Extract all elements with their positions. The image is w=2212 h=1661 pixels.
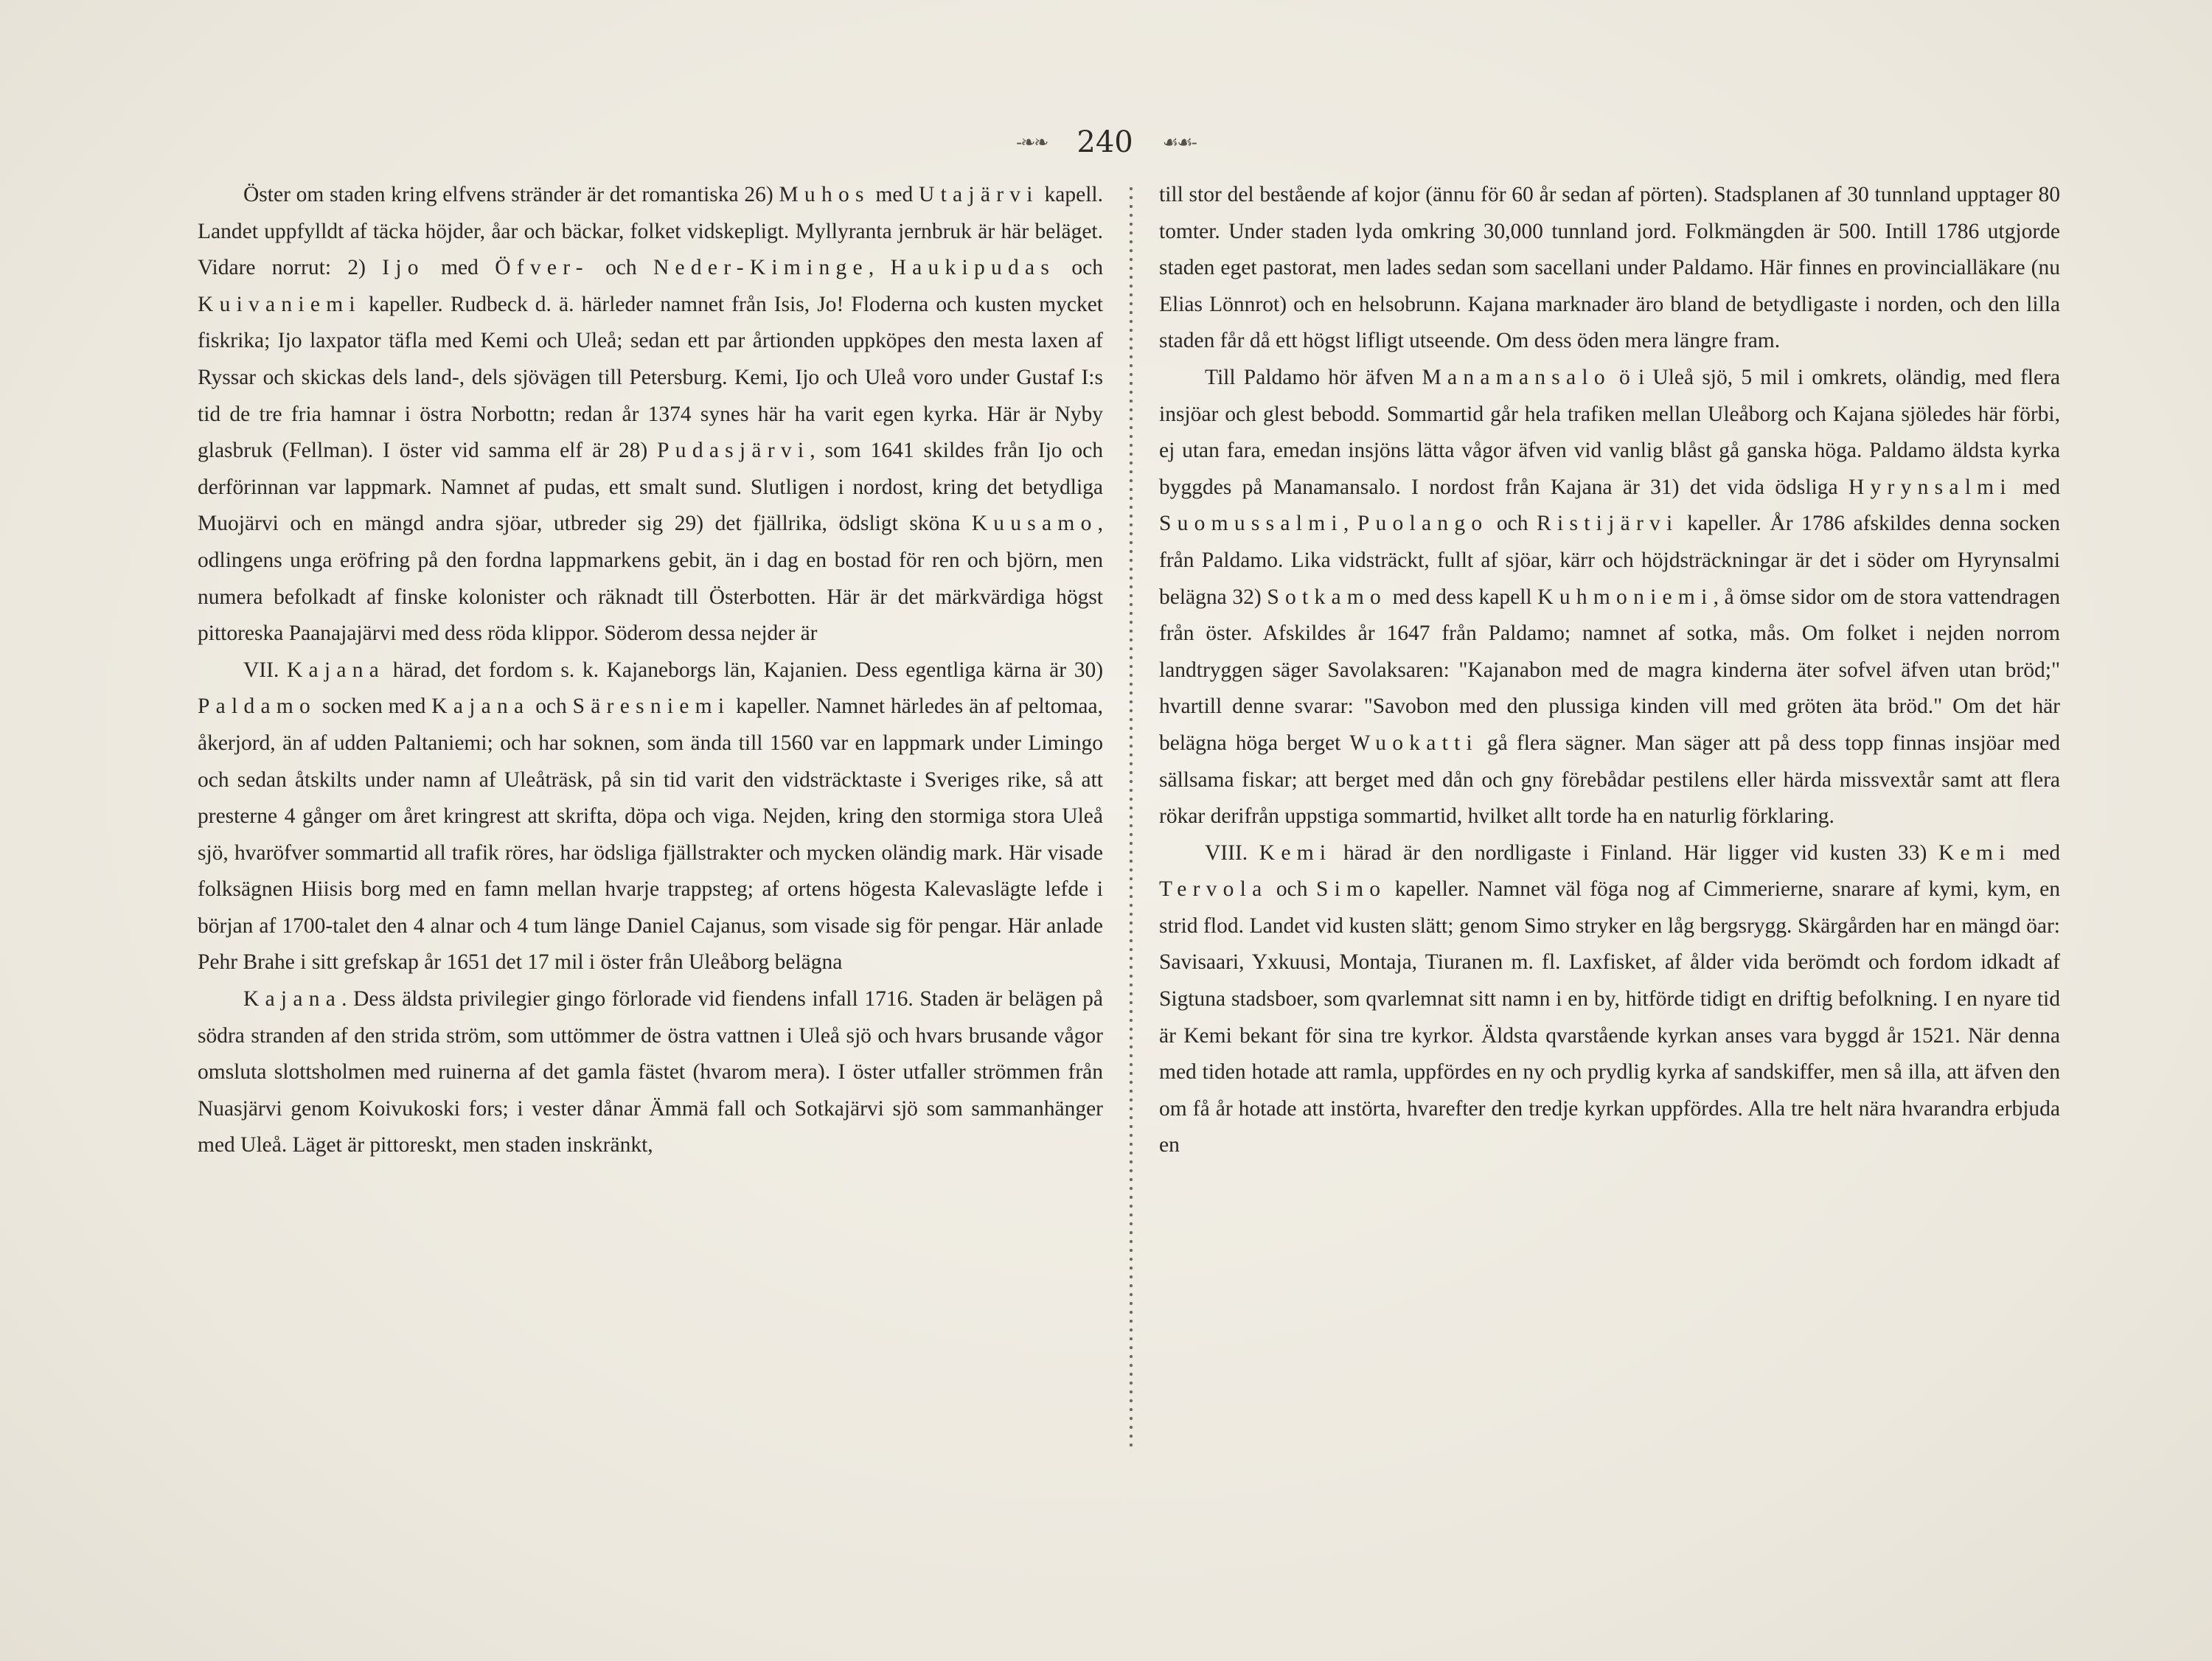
text-run: Till Paldamo hör äfven [1205,365,1422,389]
text-run: härad, det fordom s. k. Kajaneborgs län, Kajanien. Dess egentliga kärna är 30) [385,658,1104,682]
spaced-place-name: Sotkamo [1267,585,1388,609]
spaced-place-name: Öfver- [495,256,589,280]
text-run: VII. [243,658,287,682]
text-run: till stor del bestående af kojor (ännu för 60 år sedan af pörten). Stadsplanen af 30 tunnland upptager 80 tomter. Under staden lyda omkring 30,000 tunnland jord. Folkmängden är 500. Intill 1786 utgjorde staden eget pastorat, men lades sedan som sacellani under Paldamo. Här finnes en provincialläkare (nu Elias Lönnrot) och en helsobrunn. Kajana marknader äro bland de betydligaste i norden, och den lilla staden får då ett högst lifligt utseende. Om dess öden mera längre fram. [1159,183,2060,353]
text-run: och [1488,512,1537,536]
spaced-place-name: Kuusamo [971,512,1098,536]
spaced-place-name: Ijo [382,256,425,280]
paragraph [198,652,1103,981]
right-column [1159,177,2060,1164]
text-run: . Dess äldsta privilegier gingo förlorade vid fiendens infall 1716. Staden är belägen på södra stranden af den strida ström, som uttömmer de östra vattnen i Uleå sjö och hvars brusande vågor omsluta slottsholmen med ruinerna af det gamla fästet (hvarom mera). I öster utfaller strömmen från Nuasjärvi genom Koivukoski fors; i vester dånar Ämmä fall och Sotkajärvi sjö som sammanhänger med Uleå. Läget är pittoreskt, men staden inskränkt, [198,987,1103,1157]
spaced-place-name: Kemi [1259,840,1332,865]
spaced-place-name: Kajana [243,987,342,1011]
text-run: , [868,256,891,280]
column-divider [1128,184,1134,1452]
spaced-place-name: Kajana [431,694,530,719]
text-run: härad är den nordligaste i Finland. Här ligger vid kusten 33) [1332,840,1938,865]
paragraph [1159,835,2060,1164]
spaced-place-name: Kemi [1938,840,2011,865]
text-run: och [1055,256,1103,280]
text-run: med [2011,475,2060,499]
spaced-place-name: Ristijärvi [1537,512,1679,536]
text-run: socken med [316,694,432,719]
text-run: kapeller. Namnet väl föga nog af Cimmerierne, snarare af kymi, kym, en strid flod. Landet vid kusten slätt; genom Simo stryker en låg bergsrygg. Skärgården har en mängd öar: Savisaari, Yxkuusi, Montaja, Tiuranen m. fl. Laxfisket, af ålder vida berömdt och fordom idkadt af Sigtuna stadsboer, som qvarlemnat sitt namn i en by, hitförde tidigt en driftig befolkning. I en nyare tid är Kemi bekant för sina tre kyrkor. Äldsta qvarstående kyrkan anses vara byggd år 1521. När denna med tiden hotade att ramla, uppfördes en ny och prydlig kyrka af sandskiffer, men så illa, att äfven den om få år hotade att instörta, hvarefter den tredje kyrkan uppfördes. Alla tre helt nära hvarandra erbjuda en [1159,877,2061,1157]
text-run: , [1343,512,1357,536]
spaced-place-name: Kuivaniemi [198,292,361,316]
paragraph [1159,360,2060,835]
spaced-place-name: Pudasjärvi [657,439,810,463]
text-run: gå flera sägner. Man säger att på dess topp finnas insjöar med sällsama fiskar; att berget med dån och gny förebådar pestilens eller härda missvextår samt att flera rökar derifrån uppstiga sommartid, hvilket allt torde ha en naturlig förklaring. [1159,731,2060,829]
text-run: kapeller. Rudbeck d. ä. härleder namnet från Isis, Jo! Floderna och kusten mycket fiskrika; Ijo laxpator täfla med Kemi och Uleå; sedan ett par årtionden uppköpes den mesta laxen af Ryssar och skickas dels land-, dels sjövägen till Petersburg. Kemi, Ijo och Uleå voro under Gustaf I:s tid de tre fria hamnar i östra Norbottn; redan år 1374 synes här ha varit egen kyrka. Här är Nyby glasbruk (Fellman). I öster vid samma elf är 28) [198,292,1103,463]
paragraph [198,177,1103,652]
text-run: med [869,183,919,206]
spaced-place-name: Manamansalo [1422,365,1611,389]
text-run: och [588,256,653,280]
spaced-place-name: Suomussalmi [1159,512,1343,536]
page-header [995,124,1217,161]
ornament-left-icon: -❧❧ [1016,132,1048,153]
text-run: med [2011,840,2060,865]
paragraph [198,981,1103,1164]
text-run: , odlingens unga eröfring på den fordna lappmarkens gebit, än i dag en bostad för ren och björn, men numera befolkadt af finske kolonister och räknadt till Österbotten. Här är det märkvärdiga högst pittoreska Paanajajärvi med dess röda klippor. Söderom dessa nejder är [198,512,1103,646]
spaced-place-name: Tervola [1159,877,1268,902]
spaced-place-name: Neder-Kiminge [653,256,869,280]
spaced-place-name: Simo [1315,877,1387,902]
spaced-place-name: Kajana [286,658,386,682]
page-number: 240 [1077,125,1133,159]
spaced-place-name: Kuhmoniemi [1537,585,1714,609]
text-run: kapell. Landet uppfylldt af täcka höjder, åar och bäckar, folket vidskepligt. Myllyranta jernbruk är här beläget. Vidare norrut: 2) [198,183,1103,280]
spaced-place-name: Utajärvi [919,183,1039,206]
text-run: , som 1641 skildes från Ijo och derförinnan var lappmark. Namnet af pudas, ett smalt sund. Slutligen i nordost, kring det betydliga Muojärvi och en mängd andra sjöar, utbreder sig 29) det fjällrika, ödsligt sköna [198,439,1104,536]
text-run: VIII. [1205,840,1259,865]
text-run: , å ömse sidor om de stora vattendragen från öster. Afskildes år 1647 från Paldamo; namnet af sotka, mås. Om folket i nejden norrom landtryggen säger Savolaksaren: "Kajanabon med de magra kinderna äter sofvel äfven utan bröd;" hvartill denne svarar: "Savobon med den plussiga kinden vill med gröten äta bröd." Om det här belägna höga berget [1159,585,2060,755]
spaced-place-name: Hyrynsalmi [1848,475,2012,499]
spaced-place-name: Puolango [1357,512,1489,536]
spaced-place-name: Muhos [779,183,870,206]
text-run: kapeller. Namnet härledes än af peltomaa, åkerjord, än af udden Paltaniemi; och har soknen, som ända till 1560 var en lappmark under Limingo och sedan åtskilts under namn af Uleåträsk, på sin tid varit den vidsträcktaste i Sveriges rike, så att presterne 4 gånger om året kringrest att skrifta, döpa och viga. Nejden, kring den stormiga stora Uleå sjö, hvaröfver sommartid all trafik röres, har ödsliga fjällstrakter och mycken oländig mark. Här visade folksägnen Hiisis borg med en famn mellan hvarje trappsteg; af ortens högesta Kalevaslägte lefde i början af 1700-talet den 4 alnar och 4 tum länge Daniel Cajanus, som visade sig för pengar. Här anlade Pehr Brahe i sitt grefskap år 1651 det 17 mil i öster från Uleåborg belägna [198,694,1103,975]
text-run: med dess kapell [1387,585,1538,609]
ornament-right-icon: ☙☙- [1162,132,1196,153]
text-run: och [529,694,573,719]
text-run: Öster om staden kring elfvens stränder är det romantiska 26) [243,183,779,206]
text-run: med [424,256,495,280]
spaced-place-name: Wuokatti [1349,731,1479,755]
left-column [198,177,1103,1164]
spaced-place-name: Säresniemi [572,694,731,719]
text-run: och [1267,877,1316,902]
text-run: kapeller. År 1786 afskildes denna socken från Paldamo. Lika vidsträckt, fullt af sjöar, kärr och höjdsträckningar är det i söder om Hyrynsalmi belägna 32) [1159,512,2061,609]
spaced-place-name: Paldamo [198,694,317,719]
spaced-place-name: Haukipudas [890,256,1056,280]
paragraph [1159,177,2060,360]
text-run: ö i Uleå sjö, 5 mil i omkrets, oländig, med flera insjöar och glest bebodd. Sommartid går hela trafiken mellan Uleåborg och Kajana sjöledes här förbi, ej utan fara, emedan insjöns lätta vågor äfven vid vanlig blåst gå ganska höga. Paldamo äldsta kyrka byggdes på Manamansalo. I nordost från Kajana är 31) det vida ödsliga [1159,365,2060,499]
